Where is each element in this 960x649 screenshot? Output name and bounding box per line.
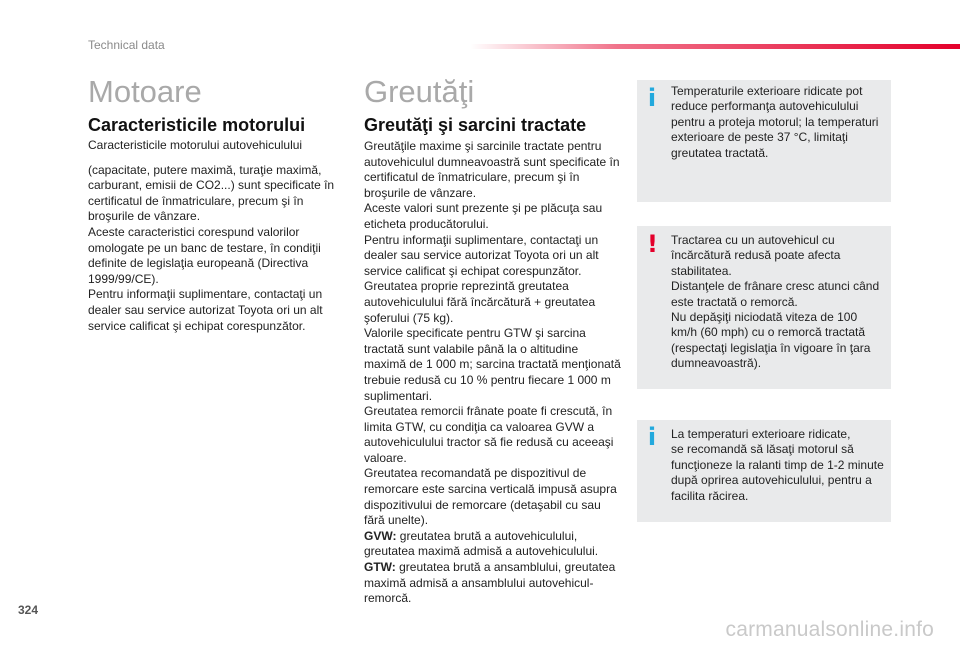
page-number: 324 — [18, 603, 39, 617]
engine-characteristics-body — [88, 138, 338, 334]
info-note-text — [671, 427, 885, 504]
gvw-definition — [364, 529, 622, 560]
watermark: carmanualsonline.info — [725, 618, 934, 641]
warning-line: Tractarea cu un autovehicul cu încărcătură redusă poate afecta stabilitatea. — [671, 233, 841, 278]
weights-paragraph: Valorile specificate pentru GTW şi sarcina tractată sunt valabile până la o altitudine maximă de 1 000 m; sarcina tractată menţionată trebuie redusă cu 10 % pentru fiecare 1 000 m suplimentari. — [364, 326, 621, 403]
engine-characteristics-heading: Caracteristicile motorului — [88, 115, 306, 135]
weights-body — [364, 139, 622, 607]
weights-paragraph: Greutatea recomandată pe dispozitivul de remorcare este sarcina verticală impusă asupra dispozitivului de remorcare (detaşabil cu sau fără unelte). — [364, 466, 617, 528]
weights-paragraph: Pentru informaţii suplimentare, contactaţi un dealer sau service autorizat Toyota ori un alt service calificat şi echipat corespunzător. — [364, 232, 599, 278]
weights-paragraph: Greutatea remorcii frânate poate fi crescută, în limita GTW, cu condiţia ca valoarea GVW a autovehiculului tractor să fie redusă cu aceeaşi valoare. — [364, 404, 614, 465]
weights-paragraph: Greutăţile maxime şi sarcinile tractate pentru autovehiculul dumneavoastră sunt specificate în certificatul de înmatriculare, precum şi în broşurile de vânzare. — [364, 139, 620, 200]
gtw-text: greutatea brută a ansamblului, greutatea maximă admisă a ansamblului autovehicul-remorcă. — [364, 560, 616, 606]
engine-paragraph: (capacitate, putere maximă, turaţie maximă, carburant, emisii de CO2...) sunt specificate în certificatul de înmatriculare, precum şi în broşurile de vânzare. — [88, 162, 335, 224]
greutati-title: Greutăţi — [364, 74, 475, 109]
header-accent-rule — [470, 44, 960, 49]
engine-paragraph: Aceste caracteristici corespund valorilor omologate pe un banc de testare, în condiţii definite de legislaţia europeană (Directiva 1999/99/CE). — [88, 224, 321, 286]
gtw-definition — [364, 560, 622, 607]
engine-paragraph: Pentru informaţii suplimentare, contactaţi un dealer sau service autorizat Toyota ori un alt service calificat şi echipat corespunzător. — [88, 287, 323, 333]
info-line: se recomandă să lăsaţi motorul să funcţioneze la ralanti timp de 1-2 minute după oprirea autovehiculului, pentru a facilita răcirea. — [671, 442, 884, 503]
info-note-temperature — [637, 80, 891, 202]
weights-paragraph: Aceste valori sunt prezente şi pe plăcuţa sau eticheta producătorului. — [364, 201, 603, 231]
warning-line: Nu depăşiţi niciodată viteza de 100 km/h (60 mph) cu o remorcă tractată (respectaţi legislaţia în vigoare în ţara dumneavoastră). — [671, 310, 871, 371]
section-label: Technical data — [88, 38, 165, 52]
info-icon: i — [647, 84, 657, 112]
info-note-idling — [637, 420, 891, 522]
warning-line: Distanţele de frânare cresc atunci când este tractată o remorcă. — [671, 279, 880, 309]
motoare-title: Motoare — [88, 74, 202, 109]
warning-note-towing — [637, 226, 891, 389]
gtw-term: GTW: — [364, 560, 396, 575]
info-line: La temperaturi exterioare ridicate, — [671, 427, 851, 441]
info-note-text: Temperaturile exterioare ridicate pot reduce performanţa autovehiculului pentru a proteja motorul; la temperaturi exterioare de peste 37 °C, limitaţi greutatea tractată. — [671, 84, 879, 160]
warning-icon: ! — [647, 230, 658, 258]
gvw-text: greutatea brută a autovehiculului, greutatea maximă admisă a autovehiculului. — [364, 528, 599, 559]
info-icon: i — [647, 423, 657, 451]
warning-note-text — [671, 233, 885, 372]
weights-paragraph: Greutatea proprie reprezintă greutatea autovehiculului fără încărcătură + greutatea şoferului (75 kg). — [364, 279, 596, 325]
gvw-term: GVW: — [364, 528, 397, 543]
engine-intro: Caracteristicile motorului autovehiculului — [88, 138, 303, 152]
weights-towed-loads-heading: Greutăţi şi sarcini tractate — [364, 115, 587, 135]
